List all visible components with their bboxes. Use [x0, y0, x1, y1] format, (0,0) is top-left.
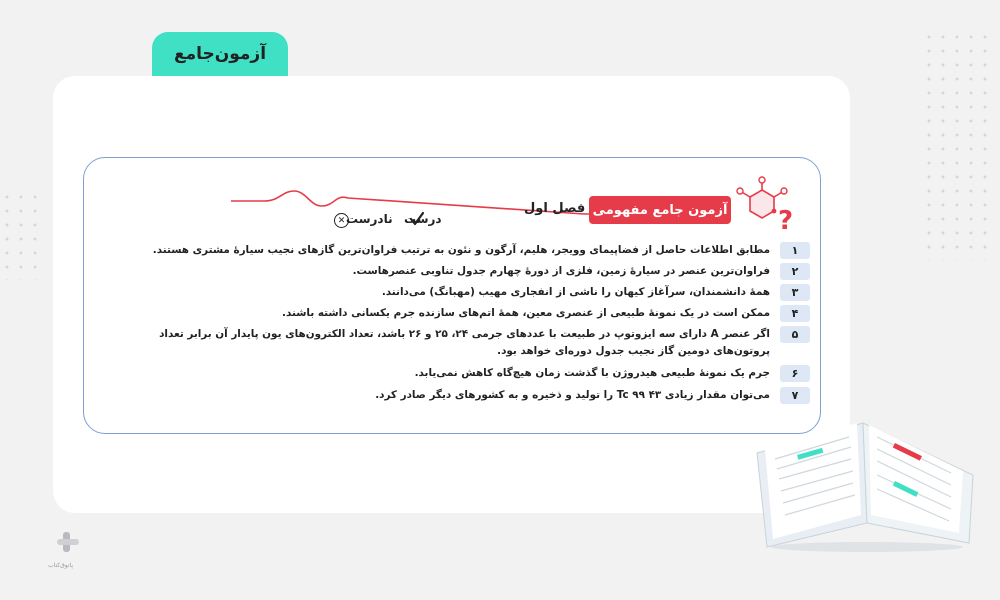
question-item-6 [120, 365, 810, 382]
chapter-title: فصل اول [524, 201, 586, 216]
question-number: ۲ [780, 263, 810, 280]
chapter-badge: آزمون جامع مفهومی [589, 196, 731, 224]
brand-name: پاتوق‌کتاب [48, 562, 74, 569]
question-number: ۶ [780, 365, 810, 382]
section-tab: آزمون‌جامع [152, 32, 288, 76]
panel-header [84, 158, 820, 238]
brand-logo-icon [55, 530, 81, 560]
question-number: ۷ [780, 387, 810, 404]
question-text: ممکن است در یک نمونهٔ طبیعی از عنصری معین، همهٔ اتم‌های سازنده جرم یکسانی داشته باشند. [282, 307, 770, 319]
question-text: همهٔ دانشمندان، سرآغاز کیهان را ناشی از انفجاری مهیب (مهبانگ) می‌دانند. [381, 286, 770, 298]
question-number: ۳ [780, 284, 810, 301]
question-text: فراوان‌ترین عنصر در سیارهٔ زمین، فلزی از دورهٔ چهارم جدول تناوبی عنصرهاست. [352, 265, 770, 277]
question-number: ۵ [780, 326, 810, 343]
question-item-2 [120, 263, 810, 280]
question-text: اگر عنصر A دارای سه ایزوتوپ در طبیعت با عددهای جرمی ۲۴، ۲۵ و ۲۶ باشد، تعداد الکترون‌های یون پایدار آن برابر تعداد پروتون‌های دومین گاز نجیب جدول دوره‌ای خواهد بود. [159, 328, 770, 357]
true-label: درست [404, 212, 442, 226]
question-text: مطابق اطلاعات حاصل از فضاپیمای وویجر، هلیم، آرگون و نئون به ترتیب فراوان‌ترین گازهای نجیب سیارهٔ مشتری هستند. [152, 244, 770, 256]
question-text: می‌توان مقدار زیادی Tc ۹۹ ۴۳ را تولید و ذخیره و به کشورهای دیگر صادر کرد. [375, 389, 770, 401]
question-item-7 [120, 387, 810, 404]
question-item-1 [120, 242, 810, 259]
question-item-5 [120, 326, 810, 360]
dot-pattern-decoration [922, 30, 992, 260]
question-mark-icon: ? [778, 206, 794, 236]
cross-icon: ✕ [334, 213, 349, 228]
question-number: ۴ [780, 305, 810, 322]
question-number: ۱ [780, 242, 810, 259]
question-panel [83, 157, 821, 434]
question-item-4 [120, 305, 810, 322]
book-illustration [745, 415, 985, 555]
question-item-3 [120, 284, 810, 301]
dot-pattern-decoration-left [0, 190, 40, 280]
question-text: جرم یک نمونهٔ طبیعی هیدروژن با گذشت زمان هیچ‌گاه کاهش نمی‌یابد. [414, 367, 770, 379]
false-label: نادرست [346, 212, 393, 226]
